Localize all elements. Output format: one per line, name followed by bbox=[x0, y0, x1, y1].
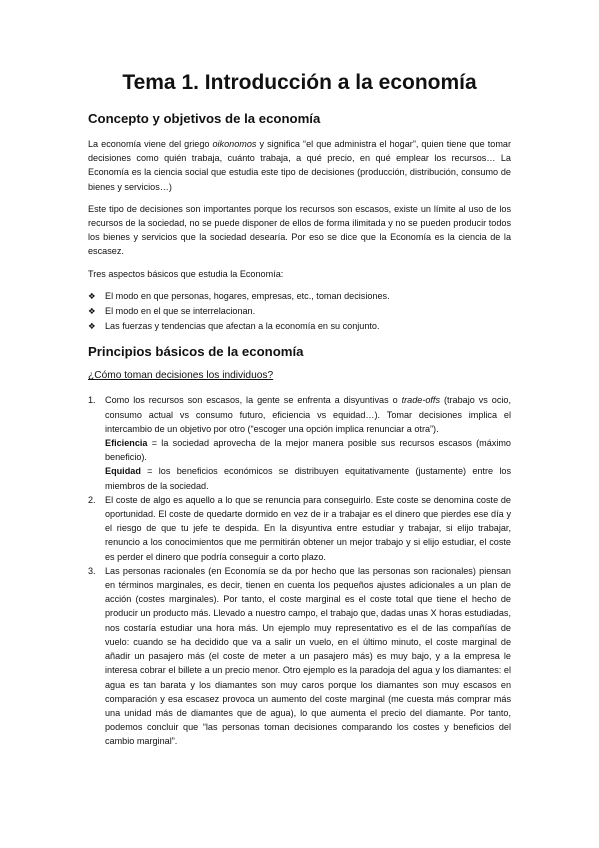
diamond-bullet-icon: ❖ bbox=[88, 306, 96, 317]
list-item bbox=[88, 319, 511, 333]
text-run: y significa “el que administra el hogar”, quien tiene que tomar decisiones como quién trabaja, cuánto trabaja, a qué precio, en qué emplear los recursos… La Economía es la ciencia social que estudia este tipo de decisiones (producción, distribución, consumo de bienes y servicios…) bbox=[88, 139, 511, 192]
list-item-text: Las fuerzas y tendencias que afectan a la economía en su conjunto. bbox=[105, 321, 380, 332]
definition-efficiency bbox=[105, 436, 511, 464]
aspects-list bbox=[88, 289, 511, 334]
diamond-bullet-icon: ❖ bbox=[88, 290, 96, 301]
section-heading-principios: Principios básicos de la economía bbox=[88, 344, 304, 360]
subsection-heading: ¿Cómo toman decisiones los individuos? bbox=[88, 370, 274, 382]
item-number: 1. bbox=[88, 395, 96, 406]
item-number: 3. bbox=[88, 565, 96, 576]
text-run: (trabajo vs ocio, consumo actual vs consumo futuro, eficiencia vs equidad…). Tomar decisiones implica el intercambio de un objetivo por otro (“escoger una opción implica renunciar a otra”). bbox=[105, 395, 511, 434]
paragraph-scarcity: Este tipo de decisiones son importantes porque los recursos son escasos, existe un límite al uso de los recursos de la sociedad, no se puede disponer de ellos de forma ilimitada y no se pueden producir todos los bienes y servicios que la sociedad desearía. Por eso se dice que la Economía es la ciencia de la escasez. bbox=[88, 203, 511, 257]
diamond-bullet-icon: ❖ bbox=[88, 321, 96, 332]
paragraph-aspects-intro: Tres aspectos básicos que estudia la Economía: bbox=[88, 268, 284, 279]
principle-text: El coste de algo es aquello a lo que se renuncia para conseguirlo. Este coste se denomina coste de oportunidad. El coste de quedarte dormido en vez de ir a trabajar es el dinero que pierdes ese día y el riesgo de que tu jefe te despida. En la disyuntiva entre estudiar y trabajar, si elijo trabajar, renuncio a los conocimientos que me permitirán obtener un mejor trabajo y si elijo estudiar, el coste es perder el dinero que podría conseguir a corto plazo. bbox=[105, 494, 511, 562]
list-item-text: El modo en que personas, hogares, empresas, etc., toman decisiones. bbox=[105, 290, 390, 301]
principle-text: Las personas racionales (en Economía se da por hecho que las personas son racionales) piensan en términos marginales, es decir, tienen en cuenta los pequeños ajustes adicionales a un plan de acción (costes marginales). Por tanto, el coste marginal es el coste total que tiene el hecho de producir un producto más. Llevado a nuestro campo, el trabajo que, dadas unas X horas estudiadas, nos costaría estudiar una hora más. Un ejemplo muy representativo es el de las compañías de vuelo: cuando se ha decidido que va a salir un vuelo, en el último minuto, el coste marginal de añadir un pasajero más (el coste de meter a un pasajero más) es muy bajo, y a la empresa le interesa cobrar el billete a un precio menor. Otro ejemplo es la paradoja del agua y los diamantes: el agua es tan barata y los diamantes son muy caros porque los diamantes son muy escasos en comparación y esa escasez provoca un aumento del coste marginal (me cuesta más comprar más una unidad más de diamantes que de agua), lo que aumenta el precio del diamante. Por tanto, podemos concluir que “las personas toman decisiones comparando los costes y beneficios del cambio marginal”. bbox=[105, 565, 511, 747]
text-run: Como los recursos son escasos, la gente se enfrenta a disyuntivas o bbox=[105, 395, 402, 406]
text-run: La economía viene del griego bbox=[88, 139, 213, 149]
list-item bbox=[88, 304, 511, 318]
definition-text: = la sociedad aprovecha de la mejor manera posible sus recursos escasos (máximo beneficio). bbox=[105, 438, 511, 463]
list-item-text: El modo en el que se interrelacionan. bbox=[105, 306, 256, 317]
page-title: Tema 1. Introducción a la economía bbox=[122, 71, 477, 94]
definition-equity bbox=[105, 464, 511, 492]
principles-list bbox=[88, 393, 511, 748]
list-item bbox=[88, 289, 511, 303]
term-trade-offs: trade-offs bbox=[401, 395, 441, 406]
principle-item bbox=[88, 564, 511, 749]
principle-item bbox=[88, 493, 511, 564]
section-heading-concepto: Concepto y objetivos de la economía bbox=[88, 111, 321, 126]
term-label: Eficiencia bbox=[105, 438, 148, 449]
item-number: 2. bbox=[88, 494, 96, 505]
principle-item bbox=[88, 393, 511, 492]
term-label: Equidad bbox=[105, 466, 141, 477]
definition-text: = los beneficios económicos se distribuyen equitativamente (justamente) entre los miembros de la sociedad. bbox=[105, 466, 511, 491]
term-oikonomos: oikonomos bbox=[212, 139, 257, 149]
paragraph-definition bbox=[88, 137, 511, 194]
